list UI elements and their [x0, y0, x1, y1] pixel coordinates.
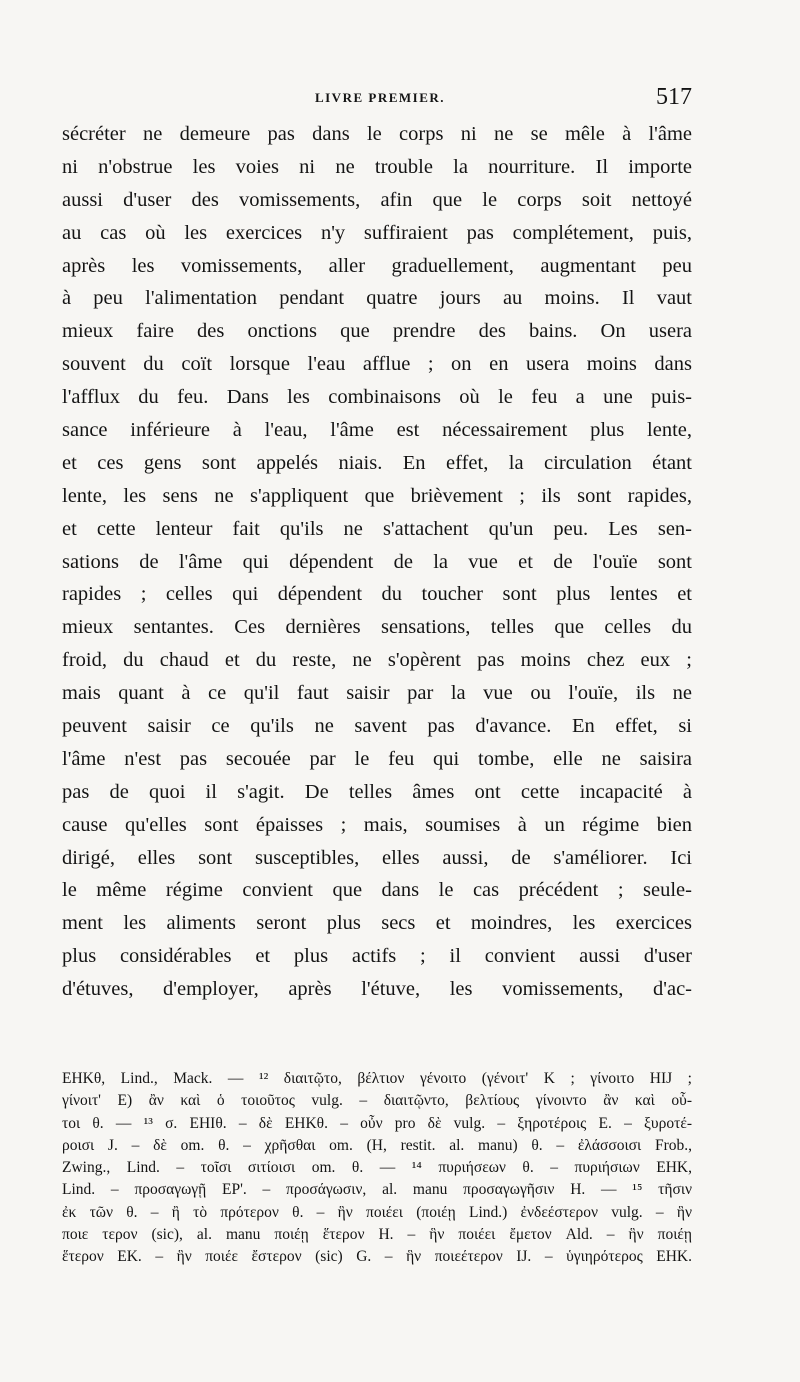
text-line: rapides ; celles qui dépendent du toucher sont plus lentes et: [62, 583, 692, 606]
text-line: aussi d'user des vomissements, afin que le corps soit nettoyé: [62, 188, 692, 211]
text-line: sance inférieure à l'eau, l'âme est nécessairement plus lente,: [62, 419, 692, 442]
text-line: et cette lenteur fait qu'ils ne s'attachent qu'un peu. Les sen-: [62, 517, 692, 540]
text-line: le même régime convient que dans le cas précédent ; seule-: [62, 879, 692, 902]
text-line: au cas où les exercices n'y suffiraient pas complétement, puis,: [62, 221, 692, 244]
page-header: [64, 86, 696, 116]
text-line: souvent du coït lorsque l'eau afflue ; on en usera moins dans: [62, 353, 692, 376]
footnotes: [62, 1068, 692, 1269]
text-line: plus considérables et plus actifs ; il convient aussi d'user: [62, 945, 692, 968]
main-text: [62, 118, 692, 1006]
text-line: sécréter ne demeure pas dans le corps ni ne se mêle à l'âme: [62, 123, 692, 145]
footnote-line: Zwing., Lind. – τοῖσι σιτίοισι om. θ. — ¹⁴ πυριήσεων θ. – πυριήσιων EHK,: [62, 1159, 692, 1177]
text-line: à peu l'alimentation pendant quatre jours au moins. Il vaut: [62, 287, 692, 310]
text-line: sations de l'âme qui dépendent de la vue et de l'ouïe sont: [62, 550, 692, 573]
text-line: mieux faire des onctions que prendre des bains. On usera: [62, 320, 692, 343]
footnote-line: ροισι J. – δὲ om. θ. – χρῆσθαι om. (H, restit. al. manu) θ. – ἐλάσσοισι Frob.,: [62, 1136, 692, 1154]
text-line: froid, du chaud et du reste, ne s'opèrent pas moins chez eux ;: [62, 649, 692, 672]
text-line: ment les aliments seront plus secs et moindres, les exercices: [62, 912, 692, 935]
running-head: LIVRE PREMIER.: [314, 90, 446, 105]
footnote-line: Lind. – προσαγωγῇ EP'. – προσάγωσιν, al. manu προσαγωγῆσιν H. — ¹⁵ τῆσιν: [62, 1181, 692, 1199]
footnote-line: τοι θ. — ¹³ σ. EHIθ. – δὲ EHKθ. – οὖν pro δὲ vulg. – ξηροτέροις E. – ξυροτέ-: [62, 1114, 692, 1132]
text-line: dirigé, elles sont susceptibles, elles aussi, de s'améliorer. Ici: [62, 846, 692, 869]
footnote-line: EHKθ, Lind., Mack. — ¹² διαιτῷτο, βέλτιον γένοιτο (γένοιτ' K ; γίνοιτο HIJ ;: [62, 1070, 692, 1087]
footnote-line: ἐκ τῶν θ. – ἢ τὸ πρότερον θ. – ἣν ποιέει (ποιέῃ Lind.) ἐνδεέστερον vulg. – ἣν: [62, 1203, 692, 1221]
text-line: cause qu'elles sont épaisses ; mais, soumises à un régime bien: [62, 813, 692, 836]
footnote-line: ποιε τερον (sic), al. manu ποιέῃ ἕτερον H. – ἣν ποιέει ἔμετον Ald. – ἣν ποιέῃ: [62, 1226, 692, 1244]
text-line: mieux sentantes. Ces dernières sensations, telles que celles du: [62, 616, 692, 639]
text-line: lente, les sens ne s'appliquent que brièvement ; ils sont rapides,: [62, 484, 692, 507]
text-line: l'âme n'est pas secouée par le feu qui tombe, elle ne saisira: [62, 747, 692, 770]
text-line: mais quant à ce qu'il faut saisir par la vue ou l'ouïe, ils ne: [62, 682, 692, 705]
text-line: peuvent saisir ce qu'ils ne savent pas d'avance. En effet, si: [62, 715, 692, 738]
text-line: ni n'obstrue les voies ni ne trouble la nourriture. Il importe: [62, 155, 692, 178]
footnote-line: γίνοιτ' E) ἂν καὶ ὁ τοιοῦτος vulg. – διαιτῷντο, βελτίους γίνοιντο ἂν καὶ οὗ-: [62, 1092, 692, 1110]
text-line: après les vomissements, aller graduellement, augmentant peu: [62, 254, 692, 277]
text-line: l'afflux du feu. Dans les combinaisons où le feu a une puis-: [62, 386, 692, 409]
page-number: 517: [656, 84, 692, 110]
footnote-line: ἕτερον EK. – ἣν ποιέε ἔστερον (sic) G. – ἣν ποιεέτερον IJ. – ὑγιηρότερος EHK.: [62, 1248, 692, 1266]
text-line: d'étuves, d'employer, après l'étuve, les vomissements, d'ac-: [62, 978, 692, 1001]
text-line: et ces gens sont appelés niais. En effet, la circulation étant: [62, 451, 692, 474]
text-line: pas de quoi il s'agit. De telles âmes ont cette incapacité à: [62, 780, 692, 803]
